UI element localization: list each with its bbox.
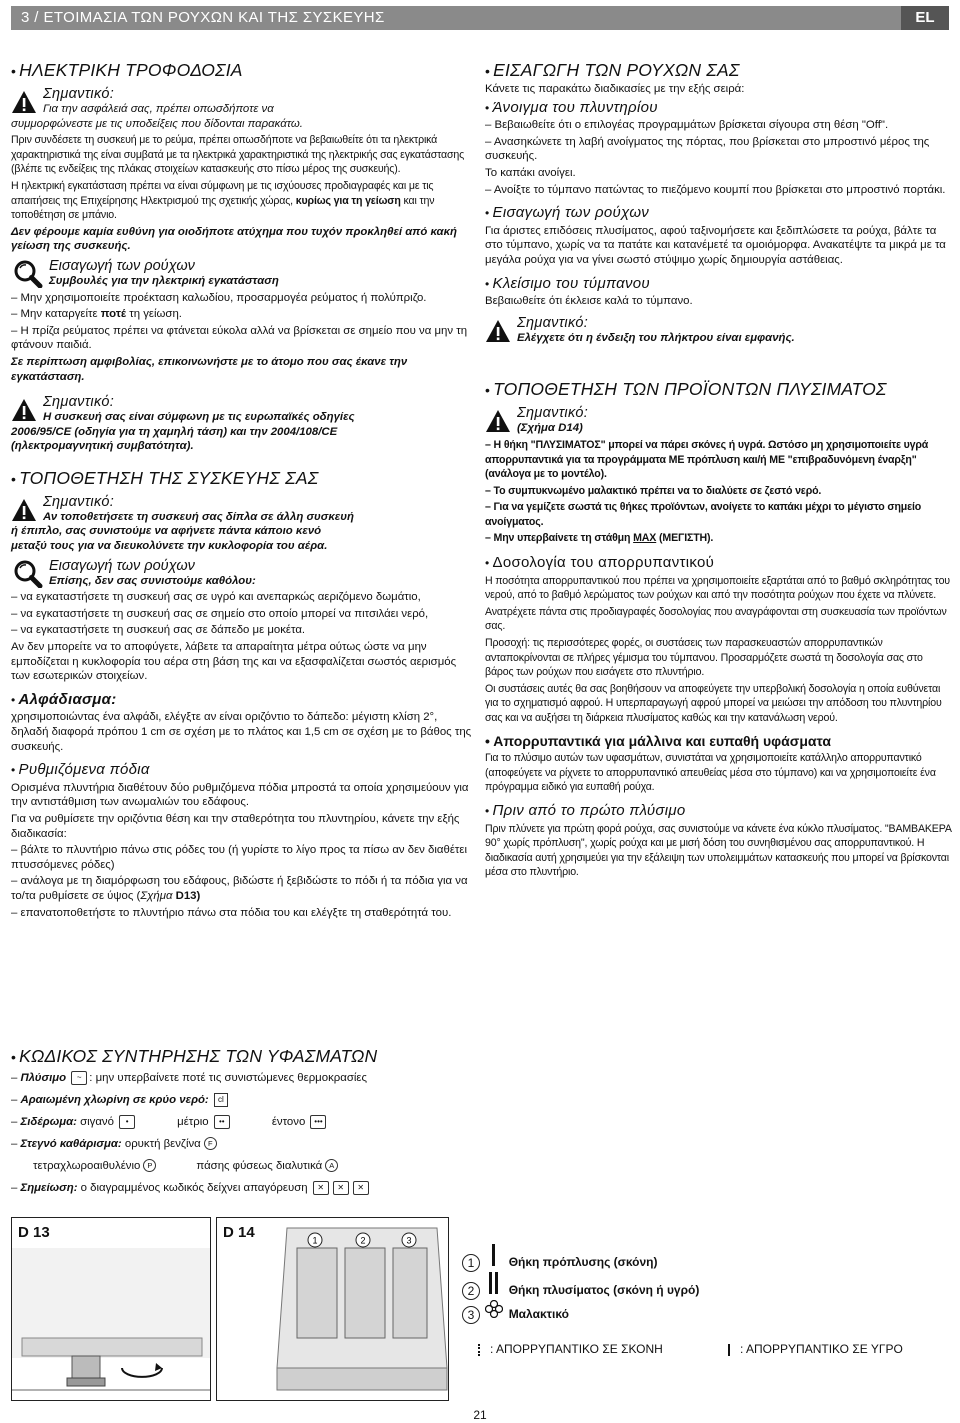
svg-text:1: 1 bbox=[312, 1235, 318, 1246]
text: – Μην υπερβαίνετε τη στάθμη bbox=[485, 532, 634, 545]
section-care-title: ΚΩΔΙΚΟΣ ΣΥΝΤΗΡΗΣΗΣ ΤΩΝ ΥΦΑΣΜΑΤΩΝ bbox=[19, 1046, 378, 1066]
care-label: Αραιωμένη χλωρίνη σε κρύο νερό: bbox=[20, 1094, 209, 1106]
list-item: – Μην χρησιμοποιείτε προέκταση καλωδίου, προσαρμογέα ρεύματος ή πολύπριζο. bbox=[11, 291, 427, 304]
care-row-note: – Σημείωση: ο διαγραμμένος κωδικός δείχνει απαγόρευση ✕ ✕ ✕ bbox=[11, 1177, 951, 1199]
text-bold: ποτέ bbox=[100, 308, 127, 321]
subsection-close: • Κλείσιμο του τύμπανου bbox=[485, 274, 650, 292]
list-item: – να εγκαταστήσετε τη συσκευή σας σε δάπεδο με μοκέτα. bbox=[11, 624, 306, 637]
legend-label: Θήκη πρόπλυσης (σκόνη) bbox=[508, 1255, 658, 1269]
iron-high-icon: ••• bbox=[310, 1115, 326, 1129]
legend-item bbox=[462, 1272, 699, 1300]
tips-placement bbox=[11, 558, 474, 589]
legend-item bbox=[462, 1244, 657, 1272]
text: και την τοποθέτηση σε μπάνιο. bbox=[11, 194, 435, 222]
iron-low-icon: • bbox=[119, 1115, 135, 1129]
note-text: (Σχήμα D14) bbox=[517, 422, 583, 435]
section-insert-title: ΕΙΣΑΓΩΓΗ ΤΩΝ ΡΟΥΧΩΝ ΣΑΣ bbox=[493, 60, 740, 80]
warning-icon bbox=[485, 409, 511, 438]
dryclean-f-icon: F bbox=[204, 1137, 217, 1150]
subsection-close-title: Κλείσιμο του τύμπανου bbox=[492, 274, 650, 292]
svg-text:3: 3 bbox=[406, 1235, 412, 1246]
care-row-bleach: – Αραιωμένη χλωρίνη σε κρύο νερό: cl bbox=[11, 1089, 951, 1111]
subsection-delicates: • Απορρυπαντικά για μάλλινα και ευπαθή υφάσματα bbox=[485, 732, 831, 749]
list-item bbox=[11, 307, 474, 322]
legend-item bbox=[462, 1300, 569, 1324]
note-text: Ελέγχετε ότι η ένδειξη του πλήκτρου είναι εμφανής. bbox=[517, 331, 795, 344]
tips-subtitle: Συμβουλές για την ηλεκτρική εγκατάσταση bbox=[49, 274, 279, 287]
text-italic: Σχήμα bbox=[140, 889, 173, 902]
magnifier-icon bbox=[11, 558, 43, 593]
note-title: Σημαντικό: bbox=[43, 394, 115, 411]
list-item: – βάλτε το πλυντήριο πάνω στις ρόδες του (ή γυρίστε το λίγο προς τα πίσω αν δεν διαθέτει πτυσσόμενες ρόδες) bbox=[11, 844, 468, 871]
tips-title: Εισαγωγή των ρούχων bbox=[49, 557, 195, 574]
care-text: σιγανό bbox=[80, 1116, 114, 1128]
text: Η ηλεκτρική εγκατάσταση πρέπει να είναι σύμφωνη με τις ισχύουσες προδιαγραφές και με τις απαιτήσεις της Επιχείρησης Ηλεκτρισμού της σχετικής χώρας, bbox=[11, 179, 434, 207]
note-drum bbox=[485, 315, 953, 346]
note-text: Αν τοποθετήσετε τη συσκευή σας δίπλα σε άλλη συσκευή bbox=[43, 510, 354, 523]
wash-tub-icon: ~ bbox=[71, 1071, 87, 1085]
list-item bbox=[11, 874, 474, 903]
section-power-title: ΗΛΕΚΤΡΙΚΗ ΤΡΟΦΟΔΟΣΙΑ bbox=[19, 60, 243, 80]
language-badge: EL bbox=[901, 6, 949, 30]
list-item: – Ανοίξτε το τύμπανο πατώντας το πιεζόμενο κουμπί που βρίσκεται στο μπροστινό πορτάκι. bbox=[485, 183, 946, 196]
right-column bbox=[485, 60, 953, 882]
washer-foot-illustration bbox=[12, 1218, 210, 1400]
legend-label: Θήκη πλυσίματος (σκόνη ή υγρό) bbox=[508, 1283, 700, 1297]
tips-electrical bbox=[11, 258, 474, 289]
liquid-legend: : ΑΠΟΡΡΥΠΑΝΤΙΚΟ ΣΕ ΥΓΡΟ bbox=[728, 1342, 903, 1356]
care-code-section bbox=[11, 1046, 951, 1199]
crossed-symbol-icon: ✕ bbox=[333, 1181, 349, 1195]
care-text: τετραχλωροαιθυλένιο bbox=[33, 1160, 141, 1172]
legend-number: 1 bbox=[462, 1254, 480, 1272]
care-text: : μην υπερβαίνετε ποτέ τις συνιστώμενες θερμοκρασίες bbox=[89, 1072, 367, 1084]
prewash-compartment-icon bbox=[483, 1244, 505, 1269]
powder-legend: : ΑΠΟΡΡΥΠΑΝΤΙΚΟ ΣΕ ΣΚΟΝΗ bbox=[478, 1342, 663, 1356]
iron-medium-icon: •• bbox=[214, 1115, 230, 1129]
care-text: πάσης φύσεως διαλυτικά bbox=[196, 1160, 323, 1172]
warning-icon bbox=[485, 319, 511, 348]
care-text: έντονο bbox=[271, 1116, 306, 1128]
subsection-feet-title: Ρυθμιζόμενα πόδια bbox=[18, 761, 150, 779]
note-text: ή έπιπλο, σας συνιστούμε να αφήνετε πάντα κάποιο κενό bbox=[11, 525, 322, 538]
paragraph: Για να ρυθμίσετε την οριζόντια θέση και την σταθερότητα του πλυντηρίου, κάνετε την εξής διαδικασία: bbox=[11, 812, 460, 840]
paragraph: Πριν συνδέσετε τη συσκευή με το ρεύμα, πρέπει οπωσδήποτε να βεβαιωθείτε ότι τα ηλεκτρικά χαρακτηριστικά της είναι συμβατά με τα ηλεκτρικά χαρακτηριστικά της ηλεκτρικής σας εγκατάστασης (βλέπε τις ενδείξεις της πλάκας στοιχείων κατασκευής στο πίσω μέρος της συσκευής). bbox=[11, 134, 465, 176]
text-bold: κυρίως για τη γείωση bbox=[295, 194, 401, 207]
dryclean-a-icon: A bbox=[325, 1159, 338, 1172]
softener-flower-icon bbox=[483, 1300, 505, 1321]
note-placement bbox=[11, 494, 474, 554]
header-title: 3 / ΕΤΟΙΜΑΣΙΑ ΤΩΝ ΡΟΥΧΩΝ ΚΑΙ ΤΗΣ ΣΥΣΚΕΥΗΣ bbox=[21, 9, 385, 26]
section-products: • ΤΟΠΟΘΕΤΗΣΗ ΤΩΝ ΠΡΟΪΟΝΤΩΝ ΠΛΥΣΙΜΑΤΟΣ bbox=[485, 379, 887, 400]
list-item: – Ανασηκώνετε τη λαβή ανοίγματος της πόρτας, που βρίσκεται στο μπροστινό μέρος της συσκευής. bbox=[485, 135, 930, 163]
care-row-dryclean: – Στεγνό καθάρισμα: ορυκτή βενζίνα F bbox=[11, 1133, 951, 1155]
subsection-open-title: Άνοιγμα του πλυντηρίου bbox=[492, 98, 658, 116]
list-item: – επανατοποθετήστε το πλυντήριο πάνω στα πόδια του και ελέγξτε τη σταθερότητά του. bbox=[11, 906, 452, 919]
paragraph: Ορισμένα πλυντήρια διαθέτουν δύο ρυθμιζόμενα πόδια μπροστά τα οποία χρησιμεύουν για την αντιστάθμιση των ανωμαλιών του εδάφους. bbox=[11, 781, 469, 809]
note-title: Σημαντικό: bbox=[517, 405, 589, 422]
text: τη γείωση. bbox=[126, 308, 182, 321]
note-text: Η συσκευή σας είναι σύμφωνη με τις ευρωπαϊκές οδηγίες bbox=[43, 411, 355, 424]
note-directives bbox=[11, 394, 474, 454]
note-title: Σημαντικό: bbox=[43, 493, 115, 510]
subsection-loading: • Εισαγωγή των ρούχων bbox=[485, 204, 650, 222]
subsection-open: • Άνοιγμα του πλυντηρίου bbox=[485, 98, 658, 116]
text: – Μην καταργείτε bbox=[11, 308, 101, 321]
note-products bbox=[485, 405, 953, 436]
warning-icon bbox=[11, 398, 37, 427]
subsection-loading-title: Εισαγωγή των ρούχων bbox=[492, 204, 650, 222]
figure-d13 bbox=[11, 1217, 211, 1401]
paragraph-liability: Δεν φέρουμε καμία ευθύνη για οιοδήποτε ατύχημα που τυχόν προκληθεί από κακή γείωση της συσκευής. bbox=[11, 225, 457, 253]
paragraph: Κάνετε τις παρακάτω διαδικασίες με την εξής σειρά: bbox=[485, 83, 745, 95]
care-row-iron: – Σιδέρωμα: σιγανό • μέτριο •• έντονο ••• bbox=[11, 1111, 951, 1133]
note-text: Για την ασφάλειά σας, πρέπει οπωσδήποτε να bbox=[43, 103, 274, 115]
legend-number: 2 bbox=[462, 1282, 480, 1300]
care-label: Στεγνό καθάρισμα: bbox=[20, 1138, 122, 1150]
text-bold: D13) bbox=[172, 889, 201, 902]
subsection-feet: • Ρυθμιζόμενα πόδια bbox=[11, 761, 150, 779]
figure-d14 bbox=[216, 1217, 449, 1401]
note-title: Σημαντικό: bbox=[517, 314, 589, 331]
powder-label: ΑΠΟΡΡΥΠΑΝΤΙΚΟ ΣΕ ΣΚΟΝΗ bbox=[496, 1342, 663, 1356]
paragraph: Για άριστες επιδόσεις πλυσίματος, αφού ταξινομήσετε και ξεδιπλώσετε τα ρούχα, βάλτε τα στο τύμπανο, χωρίς να τα πατάτε και κατανέμετέ τα ομοιόμορφα. Ανακατέψτε τα μικρά με τα μεγάλα ρούχα για να γίνει σωστό στύψιμο χωρίς δημιουργία αστάθειας. bbox=[485, 224, 946, 266]
paragraph-doubt: Σε περίπτωση αμφιβολίας, επικοινωνήστε με το άτομο που σας έκανε την εγκατάσταση. bbox=[11, 355, 408, 383]
detergent-drawer-illustration bbox=[217, 1218, 448, 1400]
text-underlined: MAX bbox=[633, 532, 657, 545]
liquid-label: ΑΠΟΡΡΥΠΑΝΤΙΚΟ ΣΕ ΥΓΡΟ bbox=[746, 1342, 903, 1356]
magnifier-icon bbox=[11, 258, 43, 293]
note-title: Σημαντικό: bbox=[43, 86, 115, 102]
crossed-symbol-icon: ✕ bbox=[313, 1181, 329, 1195]
wash-compartment-icon bbox=[483, 1272, 505, 1297]
powder-icon bbox=[478, 1344, 490, 1356]
subsection-delicates-title: Απορρυπαντικά για μάλλινα και ευπαθή υφάσματα bbox=[493, 732, 831, 749]
subsection-first-wash-title: Πριν από το πρώτο πλύσιμο bbox=[492, 801, 686, 819]
page-number: 21 bbox=[473, 1408, 487, 1422]
note-power-safety bbox=[11, 86, 474, 131]
paragraph: χρησιμοποιώντας ένα αλφάδι, ελέγξτε αν είναι οριζόντιο το δάπεδο: μέγιστη κλίση 2°, δηλαδή διαφορά πρόπου 1 cm σε σχέση με το πλάτος και 1,5 cm σε σχέση με το βάθος της συσκευής. bbox=[11, 711, 472, 753]
care-row-wash: – Πλύσιμο ~ : μην υπερβαίνετε ποτέ τις συνιστώμενες θερμοκρασίες bbox=[11, 1072, 367, 1084]
subsection-leveling-title: Αλφάδιασμα: bbox=[18, 690, 117, 708]
text: – ανάλογα με τη διαμόρφωση του εδάφους, βιδώστε ή ξεβιδώστε το πόδι ή τα πόδια για να το/τα ρυθμίσετε σε ύψος ( bbox=[11, 875, 468, 902]
legend-number: 3 bbox=[462, 1306, 480, 1324]
subsection-first-wash: • Πριν από το πρώτο πλύσιμο bbox=[485, 801, 686, 819]
paragraph: Αν δεν μπορείτε να το αποφύγετε, λάβετε τα απαραίτητα μέτρα ούτως ώστε να μην εμποδίζεται η κυκλοφορία του αέρα στη βάση της και να εξασφαλίζεται σωστός αερισμός των εσωτερικών στοιχείων. bbox=[11, 641, 457, 683]
figure-label: D 13 bbox=[18, 1224, 50, 1241]
paragraph bbox=[11, 179, 474, 223]
note-text: συμμορφώνεστε με τις υποδείξεις που δίδονται παρακάτω. bbox=[11, 117, 303, 130]
paragraph: Βεβαιωθείτε ότι έκλεισε καλά το τύμπανο. bbox=[485, 295, 693, 308]
care-label: Σημείωση: bbox=[20, 1182, 78, 1194]
warning-icon bbox=[11, 90, 37, 119]
warning-icon bbox=[11, 498, 37, 527]
list-item: – Για να γεμίζετε σωστά τις θήκες προϊόντων, ανοίγετε το καπάκι μέχρι το μέγιστο σημείο ανοίγματος. bbox=[485, 501, 922, 528]
paragraph: Οι συστάσεις αυτές θα σας βοηθήσουν να αποφεύγετε την υπερβολική δοσολογία η οποία ευθύνεται για το σχηματισμό αφρού. Η υπερπαραγωγή αφρού μπορεί να μειώσει την απόδοση του πλυντηρίου σας και να αυξήσει τη διάρκεια πλυσίματος καθώς και την κατανάλωση νερού. bbox=[485, 682, 942, 724]
care-label: Πλύσιμο bbox=[20, 1072, 67, 1084]
list-item: – να εγκαταστήσετε τη συσκευή σας σε υγρό και ανεπαρκώς αεριζόμενο δωμάτιο, bbox=[11, 591, 421, 604]
crossed-symbol-icon: ✕ bbox=[353, 1181, 369, 1195]
paragraph: Για το πλύσιμο αυτών των υφασμάτων, συνιστάται να χρησιμοποιείτε κατάλληλο απορρυπαντικό (αποφεύγετε να ρίχνετε το απορρυπαντικό απευθείας μέσα στο τύμπανο) και να χρησιμοποιείτε ένα πρόγραμμα ειδικό για ευπαθή ρούχα. bbox=[485, 752, 936, 794]
care-text: ο διαγραμμένος κωδικός δείχνει απαγόρευση bbox=[80, 1182, 308, 1194]
text: (ΜΕΓΙΣΤΗ). bbox=[656, 532, 714, 545]
left-column bbox=[11, 60, 474, 922]
section-products-title: ΤΟΠΟΘΕΤΗΣΗ ΤΩΝ ΠΡΟΪΟΝΤΩΝ ΠΛΥΣΙΜΑΤΟΣ bbox=[493, 379, 887, 400]
subsection-dosage: • Δοσολογία του απορρυπαντικού bbox=[485, 554, 715, 572]
care-label: Σιδέρωμα: bbox=[20, 1116, 77, 1128]
list-item: – Το συμπυκνωμένο μαλακτικό πρέπει να το διαλύετε σε ζεστό νερό. bbox=[485, 484, 822, 497]
subsection-dosage-title: Δοσολογία του απορρυπαντικού bbox=[492, 554, 715, 572]
figure-label: D 14 bbox=[223, 1224, 255, 1241]
list-item: – να εγκαταστήσετε τη συσκευή σας σε σημείο στο οποίο μπορεί να πιτσιλάει νερό, bbox=[11, 607, 429, 620]
paragraph: Ανατρέχετε πάντα στις προδιαγραφές δοσολογίας που αναγράφονται στη συσκευασία των προϊόντων σας. bbox=[485, 605, 947, 633]
section-placement: • ΤΟΠΟΘΕΤΗΣΗ ΤΗΣ ΣΥΣΚΕΥΗΣ ΣΑΣ bbox=[11, 467, 319, 488]
liquid-icon bbox=[728, 1344, 740, 1356]
note-text: 2006/95/CE (οδηγία για τη χαμηλή τάση) και την 2004/108/CE bbox=[11, 425, 338, 438]
paragraph: Πριν πλύνετε για πρώτη φορά ρούχα, σας συνιστούμε να κάνετε ένα κύκλο πλυσίματος. "ΒΑΜΒΑΚΕΡΑ 90° χωρίς πρόπλυση", χωρίς ρούχα και με μισή δόση του συνηθισμένου σας απορρυπαντικού. Η διαδικασία αυτή χρησιμεύει για την εξάλειψη των υπολειμμάτων κατασκευής που μπορεί να βρίσκονται μέσα στο πλυντήριο. bbox=[485, 822, 952, 879]
care-text: ορυκτή βενζίνα bbox=[124, 1138, 201, 1150]
section-power: • ΗΛΕΚΤΡΙΚΗ ΤΡΟΦΟΔΟΣΙΑ bbox=[11, 60, 243, 80]
bleach-triangle-icon: cl bbox=[214, 1093, 228, 1107]
dryclean-p-icon: P bbox=[143, 1159, 156, 1172]
section-placement-title: ΤΟΠΟΘΕΤΗΣΗ ΤΗΣ ΣΥΣΚΕΥΗΣ ΣΑΣ bbox=[19, 467, 319, 488]
paragraph: Προσοχή: τις περισσότερες φορές, οι συστάσεις των παρασκευαστών απορρυπαντικών ανταποκρίνονται σε πλήρες γέμισμα του τύμπανου. Προσαρμόζετε σωστά τη δοσολογία σας στο βάρος των ρούχων που εισάγετε στο πλυντήριο. bbox=[485, 637, 923, 679]
svg-text:2: 2 bbox=[360, 1235, 366, 1246]
note-text: (ηλεκτρομαγνητική συμβατότητα). bbox=[11, 440, 194, 453]
list-item bbox=[485, 531, 953, 546]
list-item: – Η θήκη "ΠΛΥΣΙΜΑΤΟΣ" μπορεί να πάρει σκόνες ή υγρά. Ωστόσο μη χρησιμοποιείτε υγρά απορρυπαντικά για τα προγράμματα ΜΕ πρόπλυση και/ή ΜΕ "επιβραδυνόμενη έναρξη" (ανάλογα με το μοντέλο). bbox=[485, 438, 929, 481]
list-item: – Η πρίζα ρεύματος πρέπει να φτάνεται εύκολα αλλά να βρίσκεται σε σημείο που να μην τη φτάνουν παιδιά. bbox=[11, 324, 468, 352]
list-item: – Βεβαιωθείτε ότι ο επιλογέας προγραμμάτων βρίσκεται σίγουρα στη θέση "Off". bbox=[485, 119, 889, 132]
subsection-leveling: • Αλφάδιασμα: bbox=[11, 690, 117, 708]
note-text: μεταξύ τους για να διευκολύνετε την κυκλοφορία του αέρα. bbox=[11, 540, 328, 553]
section-care-code: • ΚΩΔΙΚΟΣ ΣΥΝΤΗΡΗΣΗΣ ΤΩΝ ΥΦΑΣΜΑΤΩΝ bbox=[11, 1046, 378, 1066]
paragraph: Η ποσότητα απορρυπαντικού που πρέπει να χρησιμοποιείτε εξαρτάται από το βαθμό σκληρότητας του νερού, από το βαθμό λερώματος των ρούχων και από την ποσότητα ρούχων που έχετε να πλύνετε. bbox=[485, 574, 950, 602]
paragraph: Το καπάκι ανοίγει. bbox=[485, 166, 576, 179]
page-header bbox=[11, 6, 949, 30]
care-text: μέτριο bbox=[177, 1116, 209, 1128]
section-insert: • ΕΙΣΑΓΩΓΗ ΤΩΝ ΡΟΥΧΩΝ ΣΑΣ bbox=[485, 60, 740, 80]
tips-subtitle: Επίσης, δεν σας συνιστούμε καθόλου: bbox=[49, 574, 256, 587]
tips-title: Εισαγωγή των ρούχων bbox=[49, 257, 195, 274]
legend-label: Μαλακτικό bbox=[508, 1307, 569, 1321]
care-row-dryclean-2 bbox=[11, 1155, 951, 1177]
